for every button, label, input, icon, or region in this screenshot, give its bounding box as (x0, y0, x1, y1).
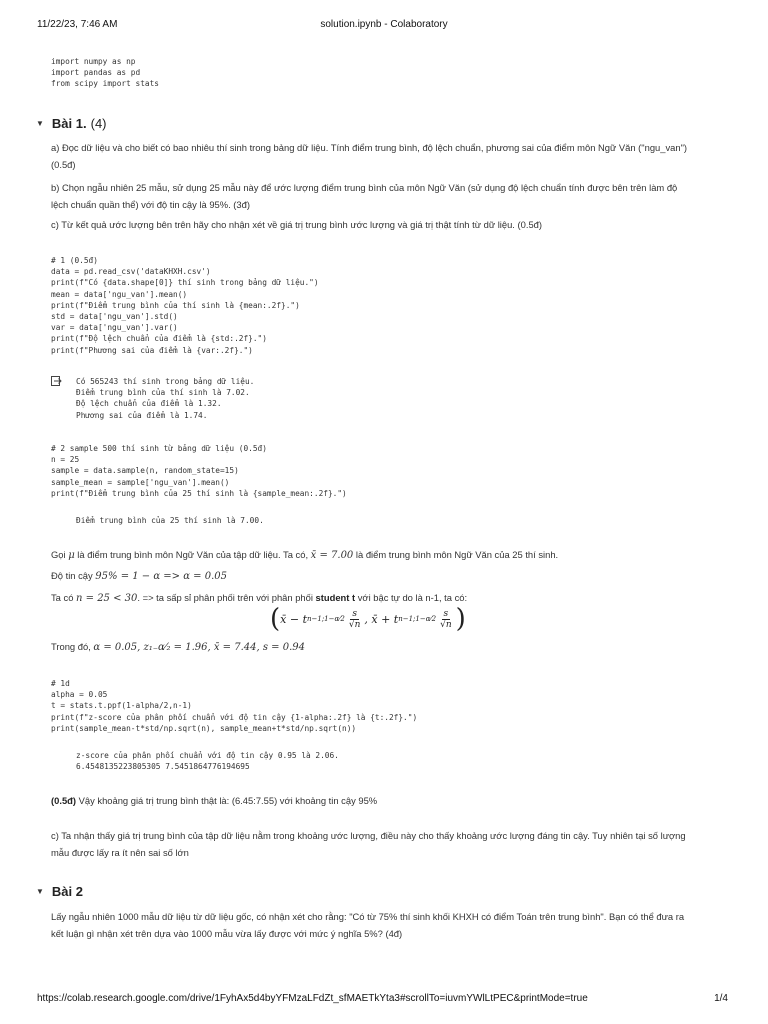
caret-down-icon[interactable]: ▼ (36, 887, 44, 896)
frac-den: √n (440, 619, 452, 630)
print-footer (0, 993, 768, 1007)
math-params: α = 0.05, z₁₋α⁄₂ = 1.96, x̄ = 7.44, s = 0.94 (93, 642, 305, 653)
section-title: Bài 1. (51, 116, 87, 131)
frac-num: s (352, 608, 357, 619)
text-segment: Vậy khoảng giá trị trung bình thật là: (6.45:7.55) với khoảng tin cậy 95% (76, 795, 378, 806)
output-cell-2: Điểm trung bình của 25 thí sinh là 7.00. (76, 516, 264, 525)
section-title: Bài 2 (51, 884, 83, 899)
question-1a: a) Đọc dữ liệu và cho biết có bao nhiêu thí sinh trong bảng dữ liệu. Tính điểm trung bình, độ lệch chuẩn, phương sai của điểm môn Ngữ Văn ("ngu_van") (0.5đ) (51, 142, 688, 170)
formula-frac-left (348, 609, 362, 630)
frac-den: √n (348, 619, 361, 630)
paren-left: ( (270, 604, 281, 634)
print-header (0, 19, 768, 33)
text-segment: Trong đó, (51, 641, 94, 652)
output-arrow-icon[interactable] (51, 376, 62, 386)
markdown-student-t-line (51, 589, 691, 607)
question-1b: b) Chọn ngẫu nhiên 25 mẫu, sử dụng 25 mẫu này để ước lượng điểm trung bình của môn Ngữ Văn (sử dụng độ lệch chuẩn tính được bên trên làm độ lệch chuẩn quần thể) với độ tin cậy là 95%. (3đ) (51, 182, 678, 210)
print-url[interactable]: https://colab.research.google.com/drive/1FyhAx5d4byYFMzaLFdZt_sfMAETkYta3#scrollTo=iuvmYWlLtPEC&printMode=true (37, 993, 588, 1004)
confidence-interval-formula (270, 606, 466, 632)
text-segment: Độ tin cậy (51, 570, 96, 581)
print-page-number: 1/4 (714, 993, 728, 1004)
markdown-where-line (51, 638, 691, 656)
print-doc-title: solution.ipynb - Colaboratory (320, 19, 448, 30)
frac-num: s (443, 608, 449, 619)
code-cell-imports[interactable]: import numpy as np import pandas as pd from scipy import stats (51, 57, 159, 89)
markdown-mu-line (51, 546, 691, 564)
bold-student-t: student t (315, 592, 356, 603)
markdown-answer-1c: c) Ta nhận thấy giá trị trung bình của tập dữ liệu nằm trong khoảng ước lượng, điều này cho thấy khoảng ước lượng đáng tin cậy. Tuy nhiên tại số lượng mẫu được lấy ra ít nên sai số lớn (51, 830, 686, 858)
output-cell-3: z-score của phân phối chuẩn với độ tin cậy 0.95 là 2.06. 6.4548135223805305 7.5451864776194695 (76, 751, 339, 772)
section-count: (4) (90, 116, 107, 131)
text-segment: Ta có (51, 592, 77, 603)
formula-right-term: , x̄ + t (364, 612, 399, 626)
markdown-conclusion (51, 792, 691, 809)
formula-frac-right (439, 609, 453, 630)
text-segment: Gọi (51, 549, 69, 560)
paren-right: ) (455, 604, 466, 634)
text-segment: là điểm trung bình môn Ngữ Văn của 25 thí sinh. (353, 549, 559, 560)
text-segment: với bậc tự do là n-1, ta có: (355, 592, 468, 603)
question-bai2: Lấy ngẫu nhiên 1000 mẫu dữ liệu từ dữ liệu gốc, có nhận xét cho rằng: "Có từ 75% thí sinh khối KHXH có điểm Toán trên trung bình". Bạn có thể đưa ra kết luận gì nhận xét trên dựa vào 1000 mẫu vừa lấy được với mức ý nghĩa 5%? (4đ) (51, 911, 685, 939)
section-bai2[interactable] (36, 884, 83, 899)
markdown-confidence-line (51, 567, 691, 585)
code-cell-1[interactable]: # 1 (0.5đ) data = pd.read_csv('dataKHXH.csv') print(f"Có {data.shape[0]} thí sinh trong bảng dữ liệu.") mean = data['ngu_van'].mean() print(f"Điểm trung bình của thí sinh là {mean:.2f}.") std = data['ngu_van'].std() var = data['ngu_van'].var() print(f"Độ lệch chuẩn của điểm là {std:.2f}.") print(f"Phương sai của điểm là {var:.2f}.") (51, 256, 319, 355)
code-cell-2[interactable]: # 2 sample 500 thí sinh từ bảng dữ liệu (0.5đ) n = 25 sample = data.sample(n, random_state=15) sample_mean = sample['ngu_van'].mean() print(f"Điểm trung bình của 25 thí sinh là {sample_mean:.2f}.") (51, 444, 347, 498)
output-cell-1: Có 565243 thí sinh trong bảng dữ liệu. Điểm trung bình của thí sinh là 7.02. Độ lệch chuẩn của điểm là 1.32. Phương sai của điểm là 1.74. (76, 377, 255, 420)
question-1c: c) Từ kết quả ước lượng bên trên hãy cho nhận xét về giá trị trung bình ước lượng và giá trị thật tính từ dữ liệu. (0.5đ) (51, 219, 542, 230)
math-n: n = 25 < 30 (76, 593, 138, 604)
code-cell-3[interactable]: # 1d alpha = 0.05 t = stats.t.ppf(1-alpha/2,n-1) print(f"z-score của phân phối chuẩn với độ tin cậy {1-alpha:.2f} là {t:.2f}.") print(sample_mean-t*std/np.sqrt(n), sample_mean+t*std/np.sqrt(n)) (51, 679, 418, 733)
bold-score: (0.5đ) (51, 795, 77, 806)
print-datetime: 11/22/23, 7:46 AM (37, 19, 118, 30)
formula-left-sub: n−1;1−α⁄2 (307, 615, 345, 623)
text-segment: là điểm trung bình môn Ngữ Văn của tập dữ liệu. Ta có, (74, 549, 311, 560)
formula-right-sub: n−1;1−α⁄2 (398, 615, 437, 623)
formula-left-term: x̄ − t (280, 612, 307, 626)
math-mu: μ (68, 550, 75, 561)
caret-down-icon[interactable]: ▼ (36, 119, 44, 128)
math-xbar: x̄ = 7.00 (310, 550, 354, 561)
math-confidence: 95% = 1 − α => α = 0.05 (95, 571, 227, 582)
text-segment: . => ta sấp sỉ phân phối trên với phân phối (137, 592, 316, 603)
section-bai1[interactable] (36, 116, 107, 131)
